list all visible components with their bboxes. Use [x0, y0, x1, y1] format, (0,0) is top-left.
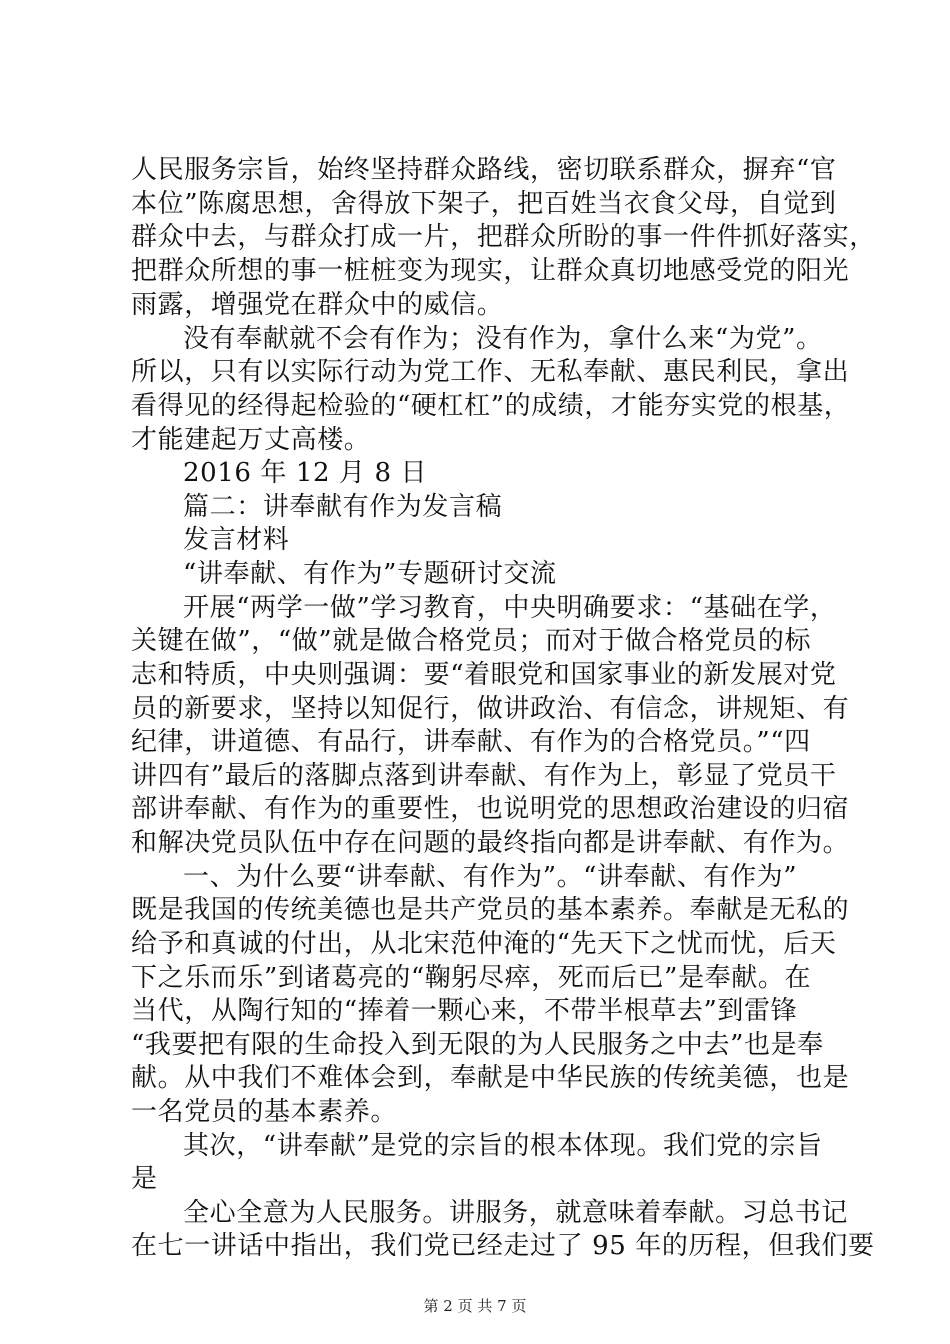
text-line: 看得见的经得起检验的“硬杠杠”的成绩，才能夯实党的根基， [131, 391, 851, 421]
text-line: 和解决党员队伍中存在问题的最终指向都是讲奉献、有作为。 [131, 828, 850, 858]
text-line: 开展“两学一做”学习教育，中央明确要求：“基础在学， [183, 593, 837, 623]
date-line: 2016 年 12 月 8 日 [183, 458, 428, 488]
page-number-footer: 第 2 页 共 7 页 [423, 1297, 527, 1315]
text-line: 一名党员的基本素养。 [131, 1097, 398, 1127]
text-line: 给予和真诚的付出，从北宋范仲淹的“先天下之忧而忧，后天 [131, 929, 837, 959]
text-line: 本位”陈腐思想，舍得放下架子，把百姓当衣食父母，自觉到 [131, 189, 837, 219]
text-line: 当代，从陶行知的“捧着一颗心来，不带半根草去”到雷锋 [131, 996, 798, 1026]
text-line: 全心全意为人民服务。讲服务，就意味着奉献。习总书记 [183, 1198, 849, 1228]
text-line: 讲四有”最后的落脚点落到讲奉献、有作为上，彰显了党员干 [131, 761, 837, 791]
text-line: 部讲奉献、有作为的重要性，也说明党的思想政治建设的归宿 [131, 794, 850, 824]
text-line: 关键在做”，“做”就是做合格党员；而对于做合格党员的标 [131, 626, 812, 656]
text-line: 在七一讲话中指出，我们党已经走过了 95 年的历程，但我们要 [131, 1231, 875, 1261]
text-line: 雨露，增强党在群众中的威信。 [131, 290, 504, 320]
subheading: 发言材料 [183, 525, 290, 555]
text-line: 纪律，讲道德、有品行，讲奉献、有作为的合格党员。”“四 [131, 727, 811, 757]
text-line: 才能建起万丈高楼。 [131, 425, 371, 455]
section-heading: 篇二：讲奉献有作为发言稿 [183, 492, 503, 522]
text-line: 其次，“讲奉献”是党的宗旨的根本体现。我们党的宗旨 [183, 1131, 823, 1161]
text-line: 是 [131, 1164, 158, 1194]
text-line: 一、为什么要“讲奉献、有作为”。“讲奉献、有作为” [183, 862, 798, 892]
text-line: 把群众所想的事一桩桩变为现实，让群众真切地感受党的阳光 [131, 256, 850, 286]
text-line: 献。从中我们不难体会到，奉献是中华民族的传统美德，也是 [131, 1063, 850, 1093]
text-line: 所以，只有以实际行动为党工作、无私奉献、惠民利民，拿出 [131, 357, 850, 387]
text-line: “我要把有限的生命投入到无限的为人民服务之中去”也是奉 [131, 1030, 824, 1060]
text-line: 员的新要求，坚持以知促行，做讲政治、有信念，讲规矩、有 [131, 694, 850, 724]
text-line: 人民服务宗旨，始终坚持群众路线，密切联系群众，摒弃“官 [131, 155, 837, 185]
text-line: 群众中去，与群众打成一片，把群众所盼的事一件件抓好落实， [131, 222, 876, 252]
text-line: 志和特质，中央则强调：要“着眼党和国家事业的新发展对党 [131, 660, 837, 690]
text-line: 下之乐而乐”到诸葛亮的“鞠躬尽瘁，死而后已”是奉献。在 [131, 963, 812, 993]
text-line: 既是我国的传统美德也是共产党员的基本素养。奉献是无私的 [131, 895, 850, 925]
subheading: “讲奉献、有作为”专题研讨交流 [183, 559, 557, 589]
text-line: 没有奉献就不会有作为；没有作为，拿什么来“为党”。 [183, 324, 823, 354]
